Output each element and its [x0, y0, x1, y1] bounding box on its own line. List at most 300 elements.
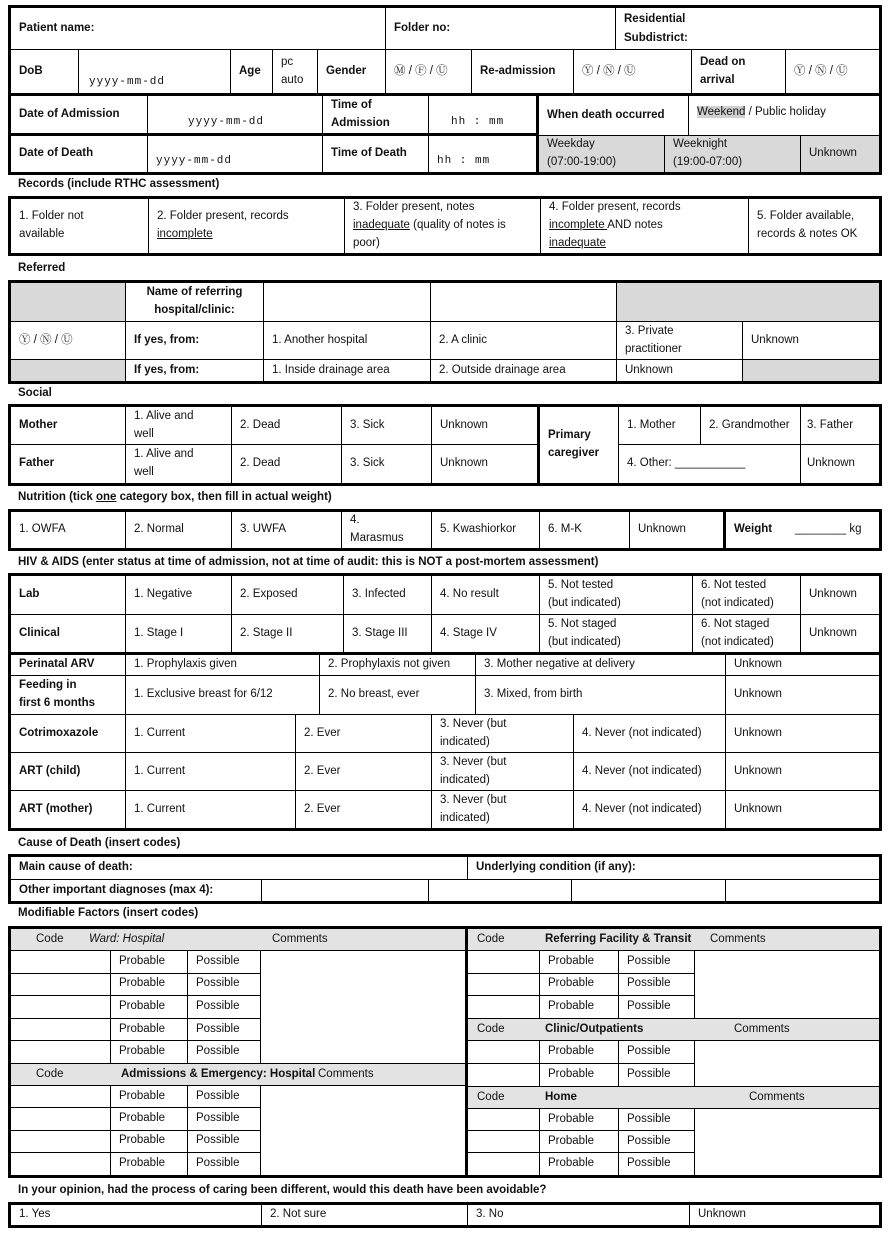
- records-option-1[interactable]: [11, 199, 149, 253]
- feeding-unknown[interactable]: [726, 676, 879, 715]
- underlying-field[interactable]: [468, 857, 879, 880]
- cotrim-never-indicated[interactable]: [432, 715, 574, 753]
- referring-possible[interactable]: [619, 951, 695, 974]
- ward-code-field[interactable]: [11, 951, 111, 974]
- referred-blank-3: [11, 360, 126, 381]
- art-child-never-l2: indicated): [440, 773, 490, 786]
- art-mother-text: ART (mother): [19, 802, 93, 815]
- modifiable-heading: Modifiable Factors (insert codes): [18, 907, 199, 919]
- weight-label: [726, 512, 781, 548]
- from-private-practitioner[interactable]: [617, 322, 743, 360]
- probable-text: Probable: [548, 1000, 595, 1013]
- lab-infected[interactable]: [344, 576, 432, 615]
- admissions-possible[interactable]: [188, 1108, 261, 1130]
- cotrim-ever[interactable]: [296, 715, 432, 753]
- ward-probable[interactable]: [111, 1041, 188, 1064]
- mother-unknown-text: Unknown: [440, 418, 488, 431]
- art-mother-never-indicated[interactable]: [432, 791, 574, 828]
- gender-radio[interactable]: Ⓜ / Ⓕ / Ⓤ: [394, 64, 448, 77]
- ward-code-field[interactable]: [11, 996, 111, 1019]
- outside-drainage[interactable]: [431, 360, 617, 381]
- father-dead[interactable]: [232, 445, 342, 483]
- perinatal-not-given-text: 2. Prophylaxis not given: [328, 658, 451, 671]
- home-probable[interactable]: [540, 1153, 619, 1175]
- records-opt3-line3: poor): [353, 236, 380, 249]
- other-diagnoses-text: Other important diagnoses (max 4):: [19, 883, 214, 896]
- from-another-hospital-text: 1. Another hospital: [272, 333, 368, 346]
- cotrim-unknown[interactable]: [726, 715, 879, 753]
- home-possible[interactable]: [619, 1131, 695, 1153]
- home-possible[interactable]: [619, 1153, 695, 1175]
- nutrition-title-u: one: [95, 491, 117, 503]
- art-child-never-not-indicated[interactable]: [574, 753, 726, 791]
- father-unknown-text: Unknown: [440, 457, 488, 470]
- art-mother-current-text: 1. Current: [134, 802, 186, 815]
- clinic-possible[interactable]: [619, 1041, 695, 1064]
- caregiver-other-text: 4. Other: ___________: [627, 457, 746, 470]
- weeknight-option[interactable]: [665, 136, 801, 172]
- home-code-field[interactable]: [468, 1109, 540, 1131]
- possible-text: Possible: [196, 1134, 240, 1147]
- weight-blank: ________ kg: [795, 523, 862, 536]
- ward-code-field[interactable]: [11, 974, 111, 997]
- probable-text: Probable: [548, 977, 595, 990]
- feeding-no-breast[interactable]: [320, 676, 476, 715]
- admissions-possible[interactable]: [188, 1131, 261, 1153]
- home-possible[interactable]: [619, 1109, 695, 1131]
- underlying-label: Underlying condition (if any):: [476, 861, 636, 874]
- home-code-header: Code: [477, 1090, 505, 1103]
- art-mother-unknown[interactable]: [726, 791, 879, 828]
- date-admission-field[interactable]: [148, 96, 323, 136]
- gender-options[interactable]: [386, 50, 472, 96]
- records-opt2-line2: incomplete: [157, 228, 213, 240]
- time-admission-label: [323, 96, 429, 136]
- home-title: Home: [545, 1090, 577, 1103]
- feeding-unknown-text: Unknown: [734, 688, 782, 701]
- lab-nt2-l1: 6. Not tested: [701, 579, 767, 592]
- residential-subdistrict-field[interactable]: [616, 8, 879, 50]
- date-admission-label: [11, 96, 148, 136]
- ward-probable[interactable]: [111, 1019, 188, 1042]
- ward-probable[interactable]: [111, 996, 188, 1019]
- readmission-label: [472, 50, 574, 96]
- time-admission-field[interactable]: [429, 96, 539, 136]
- stage3-text: 3. Stage III: [352, 626, 408, 639]
- home-comments-header: Comments: [749, 1090, 805, 1103]
- admissions-code-field[interactable]: [11, 1153, 111, 1175]
- main-cause-field[interactable]: [11, 857, 468, 880]
- hiv-lab-clinical-box: [8, 573, 882, 655]
- records-opt3-line1: 3. Folder present, notes: [353, 201, 475, 214]
- death-time-unknown-option[interactable]: [801, 136, 879, 172]
- probable-text: Probable: [119, 1134, 166, 1147]
- feeding-exclusive-text: 1. Exclusive breast for 6/12: [134, 688, 273, 701]
- nutrition-uwfa[interactable]: [232, 512, 342, 548]
- from-unknown[interactable]: [743, 322, 879, 360]
- father-text: Father: [19, 457, 55, 470]
- lab-unknown-text: Unknown: [809, 588, 857, 601]
- dob-field[interactable]: [79, 50, 231, 96]
- nutrition-unknown[interactable]: [630, 512, 726, 548]
- caregiver-grandmother[interactable]: [701, 407, 801, 445]
- lab-nt2-l2: (not indicated): [701, 597, 774, 609]
- records-opt4-line3: inadequate: [549, 236, 606, 249]
- date-admission-placeholder: yyyy-mm-dd: [188, 115, 265, 128]
- ward-possible[interactable]: [188, 974, 261, 997]
- referring-code-field[interactable]: [468, 996, 540, 1019]
- uwfa-text: 3. UWFA: [240, 523, 287, 536]
- avoidable-yes[interactable]: [11, 1205, 262, 1225]
- weight-field[interactable]: [781, 512, 879, 548]
- records-opt5-line1: 5. Folder available,: [757, 210, 855, 223]
- ward-possible[interactable]: [188, 996, 261, 1019]
- art-mother-current[interactable]: [126, 791, 296, 828]
- perinatal-mother-negative[interactable]: [476, 655, 726, 676]
- father-unknown[interactable]: [432, 445, 540, 483]
- clinical-stage4[interactable]: [432, 615, 540, 652]
- referring-comments-header: Comments: [710, 932, 766, 945]
- residential-label: Residential: [624, 13, 686, 26]
- weeknight-text: Weeknight: [673, 138, 728, 151]
- cotrim-never-not-indicated[interactable]: [574, 715, 726, 753]
- admissions-code-field[interactable]: [11, 1086, 111, 1108]
- header-box: [8, 5, 882, 175]
- perinatal-given-text: 1. Prophylaxis given: [134, 658, 237, 671]
- lab-not-tested-indicated[interactable]: [540, 576, 693, 615]
- time-admission-placeholder: hh : mm: [451, 115, 505, 128]
- feeding-l2: first 6 months: [19, 697, 96, 709]
- ward-code-field[interactable]: [11, 1041, 111, 1064]
- admissions-possible[interactable]: [188, 1153, 261, 1175]
- ward-possible[interactable]: [188, 951, 261, 974]
- readmission-radio[interactable]: Ⓨ / Ⓝ / Ⓤ: [582, 64, 636, 77]
- clinic-code-field[interactable]: [468, 1064, 540, 1087]
- probable-text: Probable: [548, 1112, 595, 1125]
- nutrition-mk[interactable]: [540, 512, 630, 548]
- dead-on-arrival-label: [692, 50, 786, 96]
- home-probable[interactable]: [540, 1109, 619, 1131]
- admissions-comments-header: Comments: [318, 1067, 374, 1080]
- perinatal-given[interactable]: [126, 655, 320, 676]
- referring-comments-field[interactable]: [695, 951, 879, 1019]
- records-opt3-line2: (quality of notes is: [409, 219, 506, 232]
- readmission-options[interactable]: [574, 50, 692, 96]
- records-option-5[interactable]: [749, 199, 879, 253]
- ward-comments-field[interactable]: [261, 951, 468, 1064]
- records-opt3-underlined: inadequate: [353, 219, 410, 232]
- referring-possible[interactable]: [619, 974, 695, 997]
- referred-radio[interactable]: Ⓨ / Ⓝ / Ⓤ: [19, 333, 73, 346]
- lab-exposed-text: 2. Exposed: [240, 588, 298, 601]
- cotrim-ever-text: 2. Ever: [304, 726, 341, 739]
- marasmus-l2: Marasmus: [350, 532, 404, 544]
- lab-nt-l1: 5. Not tested: [548, 579, 614, 592]
- weekend-text[interactable]: Weekend: [697, 106, 746, 118]
- referring-probable[interactable]: [540, 974, 619, 997]
- clinical-stage2[interactable]: [232, 615, 344, 652]
- mother-text: Mother: [19, 418, 58, 431]
- nutrition-kwashiorkor[interactable]: [432, 512, 540, 548]
- referring-name-field[interactable]: [264, 283, 431, 322]
- cotrim-current[interactable]: [126, 715, 296, 753]
- referring-name-label: [126, 283, 264, 322]
- father-sick[interactable]: [342, 445, 432, 483]
- ward-header: [11, 929, 468, 951]
- cotrim-never-l2: indicated): [440, 735, 490, 748]
- mother-unknown[interactable]: [432, 407, 540, 445]
- stage1-text: 1. Stage I: [134, 626, 184, 639]
- weight-text: Weight: [734, 523, 773, 536]
- outside-drainage-text: 2. Outside drainage area: [439, 363, 566, 376]
- date-death-field[interactable]: [148, 136, 323, 172]
- if-yes-text-2: If yes, from:: [134, 363, 200, 376]
- probable-text: Probable: [119, 1089, 166, 1102]
- clinical-unknown[interactable]: [801, 615, 879, 652]
- art-mother-never-ni-text: 4. Never (not indicated): [582, 802, 702, 815]
- caregiver-father[interactable]: [801, 407, 879, 445]
- art-child-ever[interactable]: [296, 753, 432, 791]
- mother-sick-text: 3. Sick: [350, 418, 385, 431]
- clinic-probable[interactable]: [540, 1041, 619, 1064]
- stage4-text: 4. Stage IV: [440, 626, 497, 639]
- records-heading: Records (include RTHC assessment): [18, 178, 220, 190]
- cotrim-label: [11, 715, 126, 753]
- perinatal-not-given[interactable]: [320, 655, 476, 676]
- admissions-comments-field[interactable]: [261, 1086, 468, 1175]
- father-label: [11, 445, 126, 483]
- cause-heading: Cause of Death (insert codes): [18, 837, 181, 849]
- lab-exposed[interactable]: [232, 576, 344, 615]
- avoidable-not-sure-text: 2. Not sure: [270, 1208, 327, 1221]
- lab-no-result[interactable]: [432, 576, 540, 615]
- possible-text: Possible: [196, 1022, 240, 1035]
- admissions-probable[interactable]: [111, 1086, 188, 1108]
- other-diagnosis-4[interactable]: [726, 880, 879, 901]
- referring-probable[interactable]: [540, 996, 619, 1019]
- art-child-never-indicated[interactable]: [432, 753, 574, 791]
- possible-text: Possible: [196, 977, 240, 990]
- records-option-4[interactable]: [541, 199, 749, 253]
- time-death-field[interactable]: [429, 136, 539, 172]
- time-death-text: Time of Death: [331, 147, 407, 160]
- clinical-stage1[interactable]: [126, 615, 232, 652]
- admissions-probable[interactable]: [111, 1153, 188, 1175]
- records-option-3[interactable]: [345, 199, 541, 253]
- cl-ns2-l1: 6. Not staged: [701, 617, 770, 630]
- ward-possible[interactable]: [188, 1041, 261, 1064]
- father-alive-l2: well: [134, 466, 154, 478]
- possible-text: Possible: [196, 1000, 240, 1013]
- avoidable-no[interactable]: [468, 1205, 690, 1225]
- caregiver-mother[interactable]: [619, 407, 701, 445]
- folder-no-field[interactable]: [386, 8, 616, 50]
- records-opt4-line2: AND notes: [607, 219, 663, 232]
- referring-name-field-2[interactable]: [431, 283, 617, 322]
- referring-possible[interactable]: [619, 996, 695, 1019]
- referred-blank-2: [617, 283, 879, 322]
- feeding-mixed[interactable]: [476, 676, 726, 715]
- nutrition-owfa[interactable]: [11, 512, 126, 548]
- avoidable-box: [8, 1202, 882, 1228]
- owfa-text: 1. OWFA: [19, 523, 66, 536]
- referred-ynu[interactable]: [11, 322, 126, 360]
- cause-box: [8, 854, 882, 904]
- stage2-text: 2. Stage II: [240, 626, 293, 639]
- possible-text: Possible: [196, 1112, 240, 1125]
- father-dead-text: 2. Dead: [240, 457, 281, 470]
- art-child-never-l1: 3. Never (but: [440, 755, 507, 768]
- cotrim-current-text: 1. Current: [134, 726, 186, 739]
- drainage-unknown[interactable]: [617, 360, 743, 381]
- cotrim-text: Cotrimoxazole: [19, 726, 99, 739]
- clinic-possible[interactable]: [619, 1064, 695, 1087]
- referring-code-field[interactable]: [468, 974, 540, 997]
- dob-label: [11, 50, 79, 96]
- ward-comments-header: Comments: [272, 932, 328, 945]
- lab-negative[interactable]: [126, 576, 232, 615]
- art-mother-ever[interactable]: [296, 791, 432, 828]
- probable-text: Probable: [119, 1022, 166, 1035]
- art-mother-unknown-text: Unknown: [734, 802, 782, 815]
- possible-text: Possible: [627, 1134, 671, 1147]
- art-mother-label: [11, 791, 126, 828]
- art-child-unknown[interactable]: [726, 753, 879, 791]
- doa-radio[interactable]: Ⓨ / Ⓝ / Ⓤ: [794, 64, 848, 77]
- weekday-option[interactable]: [539, 136, 665, 172]
- primary-caregiver-label: [540, 407, 619, 483]
- mother-sick[interactable]: [342, 407, 432, 445]
- other-diagnosis-1[interactable]: [262, 880, 429, 901]
- if-yes-label-2: [126, 360, 264, 381]
- other-diagnosis-3[interactable]: [572, 880, 726, 901]
- clinical-not-staged-indicated[interactable]: [540, 615, 693, 652]
- admissions-code-field[interactable]: [11, 1108, 111, 1130]
- cotrim-unknown-text: Unknown: [734, 726, 782, 739]
- mother-alive[interactable]: [126, 407, 232, 445]
- referring-code-field[interactable]: [468, 951, 540, 974]
- cl-ns-l2: (but indicated): [548, 635, 621, 648]
- avoidable-not-sure[interactable]: [262, 1205, 468, 1225]
- weekend-option[interactable]: [689, 96, 879, 136]
- feeding-exclusive[interactable]: [126, 676, 320, 715]
- admission-text: Admission: [331, 116, 390, 129]
- drainage-unknown-text: Unknown: [625, 363, 673, 376]
- avoidable-unknown-text: Unknown: [698, 1208, 746, 1221]
- admissions-probable[interactable]: [111, 1131, 188, 1153]
- nutrition-normal[interactable]: [126, 512, 232, 548]
- ward-title-b: Hospital: [119, 932, 165, 945]
- lab-unknown[interactable]: [801, 576, 879, 615]
- from-unknown-text: Unknown: [751, 333, 799, 346]
- possible-text: Possible: [196, 1045, 240, 1058]
- subdistrict-label: Subdistrict:: [624, 31, 688, 44]
- age-label: [231, 50, 273, 96]
- mother-dead[interactable]: [232, 407, 342, 445]
- mother-dead-text: 2. Dead: [240, 418, 281, 431]
- ward-probable[interactable]: [111, 974, 188, 997]
- referring-name-line1: Name of referring: [146, 286, 243, 299]
- clinic-code-field[interactable]: [468, 1041, 540, 1064]
- father-alive[interactable]: [126, 445, 232, 483]
- clinical-label: [11, 615, 126, 652]
- clinical-stage3[interactable]: [344, 615, 432, 652]
- date-admission-text: Date of Admission: [19, 107, 120, 120]
- dead-on-arrival-options[interactable]: [786, 50, 879, 96]
- if-yes-text-1: If yes, from:: [134, 333, 200, 346]
- lab-not-tested-not-indicated[interactable]: [693, 576, 801, 615]
- records-option-2[interactable]: [149, 199, 345, 253]
- admissions-code-field[interactable]: [11, 1131, 111, 1153]
- caregiver-unknown[interactable]: [801, 445, 879, 483]
- from-another-hospital[interactable]: [264, 322, 431, 360]
- records-opt1-line2: available: [19, 228, 65, 240]
- cotrim-never-l1: 3. Never (but: [440, 717, 507, 730]
- perinatal-unknown[interactable]: [726, 655, 879, 676]
- records-box: [8, 196, 882, 256]
- normal-text: 2. Normal: [134, 523, 184, 536]
- when-death-text: When death occurred: [547, 108, 665, 121]
- art-child-label: [11, 753, 126, 791]
- art-child-current[interactable]: [126, 753, 296, 791]
- referring-header: [468, 929, 879, 951]
- probable-text: Probable: [548, 1134, 595, 1147]
- home-code-field[interactable]: [468, 1131, 540, 1153]
- inside-drainage-text: 1. Inside drainage area: [272, 363, 390, 376]
- caregiver-other[interactable]: [619, 445, 801, 483]
- admissions-possible[interactable]: [188, 1086, 261, 1108]
- ward-title-a: Ward:: [89, 932, 120, 945]
- referring-probable[interactable]: [540, 951, 619, 974]
- age-field[interactable]: [273, 50, 318, 96]
- home-comments-field[interactable]: [695, 1109, 879, 1175]
- father-sick-text: 3. Sick: [350, 457, 385, 470]
- when-death-label: [539, 96, 689, 136]
- clinical-not-staged-not-indicated[interactable]: [693, 615, 801, 652]
- inside-drainage[interactable]: [264, 360, 431, 381]
- clinic-comments-header: Comments: [734, 1022, 790, 1035]
- admissions-probable[interactable]: [111, 1108, 188, 1130]
- avoidable-unknown[interactable]: [690, 1205, 879, 1225]
- home-code-field[interactable]: [468, 1153, 540, 1175]
- folder-no-label: Folder no:: [394, 21, 451, 34]
- lab-no-result-text: 4. No result: [440, 588, 499, 601]
- ward-possible[interactable]: [188, 1019, 261, 1042]
- other-diagnosis-2[interactable]: [429, 880, 572, 901]
- public-holiday-text[interactable]: / Public holiday: [745, 106, 826, 118]
- home-probable[interactable]: [540, 1131, 619, 1153]
- perinatal-mother-neg-text: 3. Mother negative at delivery: [484, 658, 635, 671]
- art-mother-never-not-indicated[interactable]: [574, 791, 726, 828]
- from-clinic[interactable]: [431, 322, 617, 360]
- nutrition-marasmus[interactable]: [342, 512, 432, 548]
- feeding-l1: Feeding in: [19, 679, 77, 692]
- modifiable-box: [8, 926, 882, 1178]
- referring-name-line2: hospital/clinic:: [154, 304, 235, 316]
- patient-name-field[interactable]: [11, 8, 386, 50]
- ward-code-header: Code: [36, 932, 64, 945]
- clinic-comments-field[interactable]: [695, 1041, 879, 1087]
- cl-ns-l1: 5. Not staged: [548, 617, 617, 630]
- cotrim-never-ni-text: 4. Never (not indicated): [582, 726, 702, 739]
- possible-text: Possible: [627, 977, 671, 990]
- records-opt4-line1: 4. Folder present, records: [549, 201, 681, 214]
- ward-probable[interactable]: [111, 951, 188, 974]
- probable-text: Probable: [548, 1157, 595, 1170]
- lab-negative-text: 1. Negative: [134, 588, 193, 601]
- ward-code-field[interactable]: [11, 1019, 111, 1042]
- clinic-probable[interactable]: [540, 1064, 619, 1087]
